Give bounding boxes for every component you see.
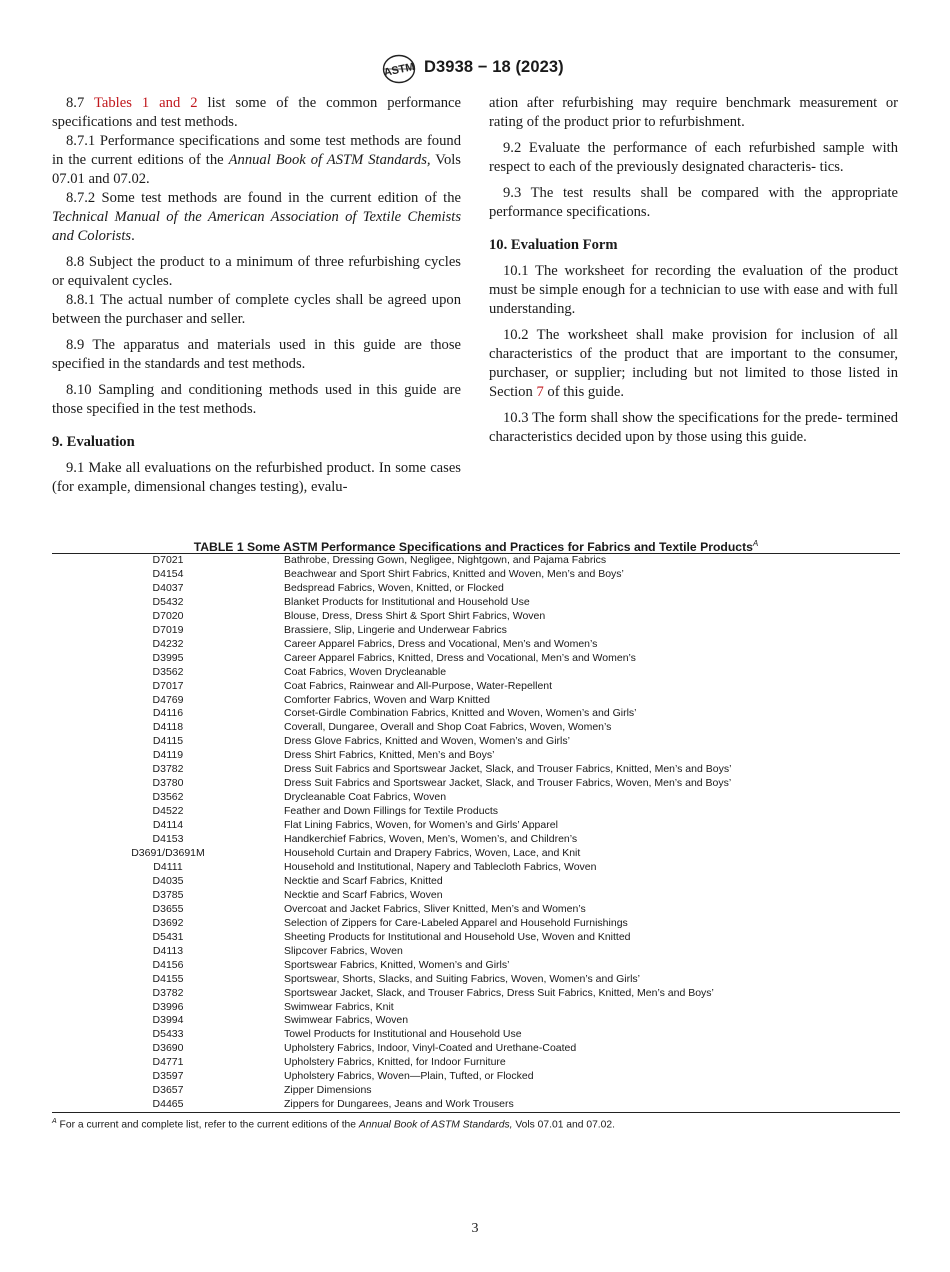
table-row <box>52 666 900 680</box>
spec-description: Career Apparel Fabrics, Dress and Vocational, Men’s and Women’s <box>284 637 598 650</box>
spec-description: Household Curtain and Drapery Fabrics, Woven, Lace, and Knit <box>284 847 581 860</box>
spec-designation: D4111 <box>153 860 183 873</box>
spec-designation: D5433 <box>152 1028 184 1041</box>
table-row <box>52 707 900 721</box>
table-row <box>52 1028 900 1042</box>
spec-description: Dress Suit Fabrics and Sportswear Jacket, Slack, and Trouser Fabrics, Woven, Men’s and Boys’ <box>284 777 732 790</box>
table-row <box>52 568 900 582</box>
spec-description: Swimwear Fabrics, Knit <box>284 1000 394 1013</box>
spec-description: Selection of Zippers for Care-Labeled Apparel and Household Furnishings <box>284 916 628 929</box>
table-row <box>52 1056 900 1070</box>
table-row <box>52 624 900 638</box>
spec-description: Bedspread Fabrics, Woven, Knitted, or Flocked <box>284 581 504 594</box>
table-row <box>52 791 900 805</box>
spec-description: Corset-Girdle Combination Fabrics, Knitted and Woven, Women’s and Girls’ <box>284 707 637 720</box>
spec-designation: D3994 <box>152 1014 184 1027</box>
spec-designation: D4771 <box>152 1056 184 1069</box>
spec-description: Necktie and Scarf Fabrics, Knitted <box>284 874 443 887</box>
table-row <box>52 777 900 791</box>
table-row <box>52 610 900 624</box>
spec-description: Household and Institutional, Napery and Tablecloth Fabrics, Woven <box>284 860 597 873</box>
para-8-8-1: 8.8.1 The actual number of complete cycles shall be agreed upon between the purchaser and seller. <box>52 292 461 327</box>
para-10-3: 10.3 The form shall show the specifications for the prede- termined characteristics decided upon by those using this guide. <box>489 410 898 445</box>
spec-designation: D3782 <box>152 986 184 999</box>
para-8-7-1: 8.7.1 Performance specifications and some test methods are found in the current editions of the Annual Book of ASTM Standards, Vols 07.01 and 07.02. <box>52 133 461 187</box>
table-row <box>52 1070 900 1084</box>
table-row <box>52 875 900 889</box>
spec-description: Drycleanable Coat Fabrics, Woven <box>284 791 447 804</box>
para-8-7-2: 8.7.2 Some test methods are found in the current edition of the Technical Manual of the American Association of Textile Chemists and Colorists. <box>52 190 461 244</box>
spec-designation: D7017 <box>152 679 184 692</box>
spec-description: Sportswear Jacket, Slack, and Trouser Fabrics, Dress Suit Fabrics, Knitted, Men’s and Boys’ <box>284 986 714 999</box>
spec-designation: D4153 <box>152 833 184 846</box>
spec-designation: D4116 <box>152 707 184 720</box>
spec-designation: D3995 <box>152 651 184 664</box>
para-10-2: 10.2 The worksheet shall make provision for inclusion of all characteristics of the product that are important to the consumer, purchaser, or supplier; including but not limited to those listed in Section 7 of this guide. <box>489 327 898 400</box>
spec-description: Zipper Dimensions <box>284 1084 372 1097</box>
spec-description: Sportswear Fabrics, Knitted, Women’s and Girls’ <box>284 958 510 971</box>
spec-description: Swimwear Fabrics, Woven <box>284 1014 409 1027</box>
table-row <box>52 889 900 903</box>
spec-description: Dress Glove Fabrics, Knitted and Woven, Women’s and Girls’ <box>284 735 570 748</box>
table-row <box>52 596 900 610</box>
table-row <box>52 582 900 596</box>
table-row <box>52 680 900 694</box>
spec-description: Flat Lining Fabrics, Woven, for Women’s and Girls’ Apparel <box>284 819 558 832</box>
spec-designation: D3655 <box>152 902 184 915</box>
spec-description: Bathrobe, Dressing Gown, Negligee, Nightgown, and Pajama Fabrics <box>284 554 607 566</box>
spec-designation: D4119 <box>152 749 184 762</box>
para-8-10: 8.10 Sampling and conditioning methods used in this guide are those specified in the test methods. <box>52 382 461 417</box>
spec-description: Upholstery Fabrics, Woven—Plain, Tufted, or Flocked <box>284 1070 534 1083</box>
spec-description: Dress Shirt Fabrics, Knitted, Men’s and Boys’ <box>284 749 495 762</box>
spec-description: Upholstery Fabrics, Indoor, Vinyl-Coated and Urethane-Coated <box>284 1042 577 1055</box>
table-row <box>52 861 900 875</box>
spec-designation: D3785 <box>152 888 184 901</box>
table-row <box>52 931 900 945</box>
table-row <box>52 973 900 987</box>
spec-designation: D4155 <box>152 972 184 985</box>
spec-designation: D4232 <box>152 637 184 650</box>
tables-link[interactable]: Tables 1 and 2 <box>94 95 198 111</box>
table-row <box>52 987 900 1001</box>
spec-designation: D7019 <box>152 623 184 636</box>
spec-description: Sportswear, Shorts, Slacks, and Suiting Fabrics, Woven, Women’s and Girls’ <box>284 972 640 985</box>
spec-designation: D5432 <box>152 595 184 608</box>
spec-description: Upholstery Fabrics, Knitted, for Indoor Furniture <box>284 1056 506 1069</box>
table-row <box>52 721 900 735</box>
spec-description: Overcoat and Jacket Fabrics, Sliver Knitted, Men’s and Women’s <box>284 902 586 915</box>
spec-description: Coat Fabrics, Rainwear and All-Purpose, Water-Repellent <box>284 679 553 692</box>
spec-designation: D4154 <box>152 567 184 580</box>
table-row <box>52 945 900 959</box>
table-row <box>52 833 900 847</box>
spec-description: Brassiere, Slip, Lingerie and Underwear Fabrics <box>284 623 507 636</box>
astm-logo-icon <box>381 54 417 84</box>
spec-designation: D4035 <box>152 874 184 887</box>
table-title: TABLE 1 Some ASTM Performance Specifications and Practices for Fabrics and Textile Products$^A$ <box>193 539 759 555</box>
spec-designation: D3562 <box>152 791 184 804</box>
spec-description: Beachwear and Sport Shirt Fabrics, Knitted and Woven, Men’s and Boys’ <box>284 567 624 580</box>
spec-description: Coverall, Dungaree, Overall and Shop Coat Fabrics, Woven, Women’s <box>284 721 612 734</box>
spec-designation: D3562 <box>152 665 184 678</box>
spec-description: Dress Suit Fabrics and Sportswear Jacket, Slack, and Trouser Fabrics, Knitted, Men’s and Boys’ <box>284 763 732 776</box>
spec-designation: D4118 <box>152 721 184 734</box>
table-row <box>52 903 900 917</box>
section-10-heading: 10. Evaluation Form <box>489 237 618 253</box>
spec-description: Feather and Down Fillings for Textile Products <box>284 805 498 818</box>
table-row <box>52 1098 900 1112</box>
spec-designation: D4156 <box>152 958 184 971</box>
spec-description: Coat Fabrics, Woven Drycleanable <box>284 665 447 678</box>
spec-designation: D4037 <box>152 581 184 594</box>
spec-description: Comforter Fabrics, Woven and Warp Knitted <box>284 693 490 706</box>
para-8-7: 8.7 Tables 1 and 2 list some of the common performance specifications and test methods. <box>52 95 461 130</box>
right-column <box>489 94 898 447</box>
spec-description: Zippers for Dungarees, Jeans and Work Trousers <box>284 1098 514 1111</box>
table-row <box>52 763 900 777</box>
table-row <box>52 694 900 708</box>
spec-designation: D4115 <box>152 735 184 748</box>
table-row <box>52 959 900 973</box>
para-9-1-continued: ation after refurbishing may require benchmark measurement or rating of the product prior to refurbishment. <box>489 95 898 130</box>
spec-description: Career Apparel Fabrics, Knitted, Dress and Vocational, Men’s and Women’s <box>284 651 636 664</box>
table-row <box>52 638 900 652</box>
table-row <box>52 847 900 861</box>
spec-designation: D7021 <box>152 554 184 566</box>
spec-designation: D3692 <box>152 916 184 929</box>
page-number: 3 <box>471 1221 479 1236</box>
spec-description: Towel Products for Institutional and Household Use <box>284 1028 522 1041</box>
spec-description: Necktie and Scarf Fabrics, Woven <box>284 888 443 901</box>
table-row <box>52 1042 900 1056</box>
spec-description: Blanket Products for Institutional and Household Use <box>284 595 530 608</box>
table-row <box>52 554 900 568</box>
spec-designation: D3657 <box>152 1084 184 1097</box>
para-9-3: 9.3 The test results shall be compared with the appropriate performance specifications. <box>489 185 898 220</box>
standard-designation: D3938 − 18 (2023) <box>424 58 564 76</box>
section-7-link[interactable]: 7 <box>536 384 544 400</box>
spec-description: Sheeting Products for Institutional and Household Use, Woven and Knitted <box>284 930 631 943</box>
spec-description: Blouse, Dress, Dress Shirt & Sport Shirt Fabrics, Woven <box>284 609 546 622</box>
spec-designation: D4769 <box>152 693 184 706</box>
spec-designation: D3782 <box>152 763 184 776</box>
spec-description: Handkerchief Fabrics, Woven, Men’s, Women’s, and Children’s <box>284 833 578 846</box>
spec-designation: D4522 <box>152 805 184 818</box>
spec-designation: D7020 <box>152 609 184 622</box>
spec-designation: D4113 <box>152 944 184 957</box>
table-row <box>52 819 900 833</box>
table-row <box>52 1084 900 1098</box>
spec-designation: D3780 <box>152 777 184 790</box>
spec-designation: D3996 <box>152 1000 184 1013</box>
table-row <box>52 1014 900 1028</box>
para-9-1: 9.1 Make all evaluations on the refurbished product. In some cases (for example, dimensional changes testing), evalu- <box>52 460 461 495</box>
table-footnote: $^A$ For a current and complete list, refer to the current editions of the Annual Book of ASTM Standards, Vols 07.01 and 07.02. <box>52 1118 615 1131</box>
spec-designation: D4114 <box>152 819 184 832</box>
spec-designation: D3690 <box>152 1042 184 1055</box>
spec-table <box>52 553 900 1113</box>
spec-description: Slipcover Fabrics, Woven <box>284 944 403 957</box>
table-row <box>52 805 900 819</box>
spec-designation: D4465 <box>152 1098 184 1111</box>
para-8-9: 8.9 The apparatus and materials used in this guide are those specified in the standards and test methods. <box>52 337 461 372</box>
left-column <box>52 94 461 497</box>
table-row <box>52 1001 900 1015</box>
page-header <box>0 54 950 84</box>
spec-designation: D3691/D3691M <box>131 847 205 860</box>
table-row <box>52 749 900 763</box>
table-row <box>52 652 900 666</box>
logo-text: ASTM <box>382 60 416 80</box>
para-10-1: 10.1 The worksheet for recording the evaluation of the product must be simple enough for a technician to use with ease and with full understanding. <box>489 263 898 317</box>
table-row <box>52 917 900 931</box>
para-9-2: 9.2 Evaluate the performance of each refurbished sample with respect to each of the previously designated characteris- tics. <box>489 140 898 175</box>
section-9-heading: 9. Evaluation <box>52 434 135 450</box>
spec-designation: D5431 <box>152 930 184 943</box>
para-8-8: 8.8 Subject the product to a minimum of three refurbishing cycles or equivalent cycles. <box>52 254 461 289</box>
table-row <box>52 735 900 749</box>
table-1 <box>52 536 900 1131</box>
spec-designation: D3597 <box>152 1070 184 1083</box>
